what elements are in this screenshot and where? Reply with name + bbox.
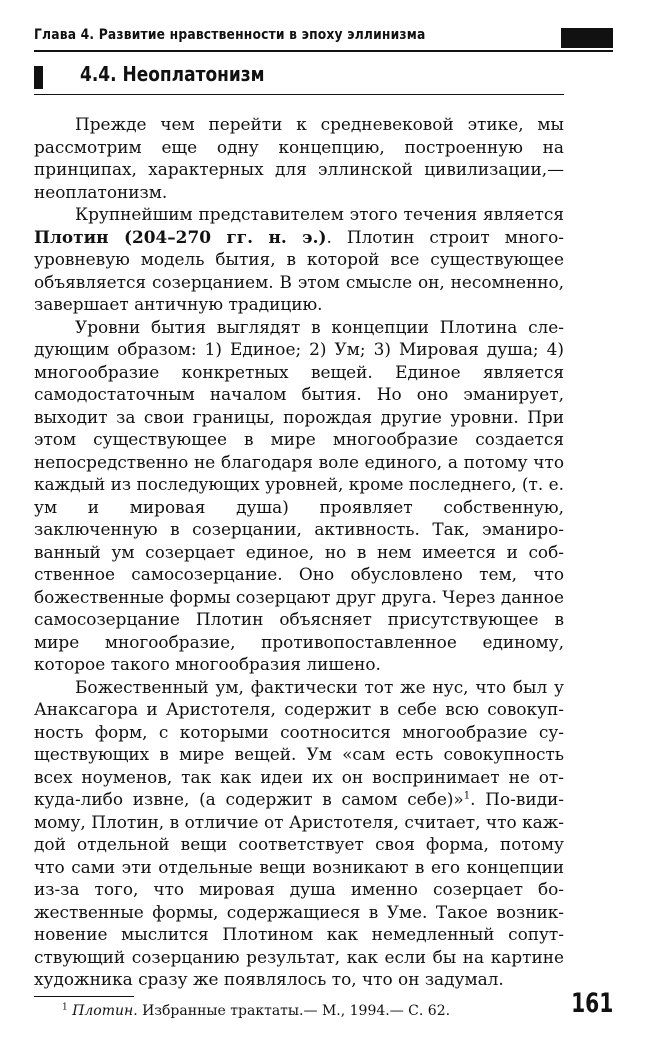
body-text bbox=[34, 113, 564, 991]
paragraph bbox=[34, 203, 564, 316]
paragraph-text: Прежде чем перейти к средневековой этике, мы рассмотрим еще одну концепцию, построенную на принципах, характерных для эллинской цивилизации,— неоплатонизм. bbox=[34, 114, 564, 202]
footnote bbox=[62, 1003, 450, 1019]
paragraph bbox=[34, 676, 564, 991]
section-title: 4.4. Неоплатонизм bbox=[80, 62, 265, 86]
paragraph bbox=[34, 113, 564, 203]
footnote-text: Избранные трактаты.— М., 1994.— С. 62. bbox=[137, 1003, 451, 1019]
paragraph bbox=[34, 316, 564, 676]
bold-text: Плотин (204–270 гг. н. э.) bbox=[34, 226, 327, 247]
paragraph-text: Уровни бытия выглядят в концепции Плотина следующим образом: 1) Единое; 2) Ум; 3) Мировая душа; 4) многообразие конкретных вещей. Единое является самодостаточным началом бытия. Но оно эманирует, выходит за свои границы, порождая другие уровни. При этом существующее в мире многообразие создается непосредственно не благодаря воле единого, а потому что каждый из последующих уровней, кроме последнего, (т. е. ум и мировая душа) проявляет собственную, заключенную в созерцании, активность. Так, эманированный ум созерцает единое, но в нем имеется и собственное самосозерцание. Оно обусловлено тем, что божественные формы созерцают друг друга. Через данное самосозерцание Плотин объясняет присутствующее в мире многообразие, противопоставленное единому, которое такого многообразия лишено. bbox=[34, 316, 564, 674]
section-heading bbox=[34, 62, 564, 95]
footnote-reference: 1 bbox=[463, 790, 471, 802]
running-head-bar bbox=[561, 28, 613, 48]
paragraph-text: . По-видимому, Плотин, в отличие от Аристотеля, считает, что каждой отдельной вещи соответствует своя форма, потому что сами эти отдельные вещи возникают в его концепции из-за того, что мировая душа именно созерцает божественные формы, содержащиеся в Уме. Такое возникновение мыслится Плотином как немедленный сопутствующий созерцанию результат, как если бы на картине художника сразу же появлялось то, что он задумал. bbox=[34, 789, 564, 989]
running-head-title: Глава 4. Развитие нравственности в эпоху эллинизма bbox=[34, 27, 426, 43]
section-square-marker bbox=[34, 66, 43, 89]
paragraph-text: Божественный ум, фактически тот же нус, что был у Анаксагора и Аристотеля, содержит в себе всю совокупность форм, с которыми соотносится многообразие существующих в мире вещей. Ум «сам есть совокупность всех ноуменов, так как идеи их он воспринимает не откуда-либо извне, (а содержит в самом себе)» bbox=[34, 676, 564, 809]
page-number: 161 bbox=[570, 988, 613, 1019]
paragraph-text: Крупнейшим представителем этого течения является bbox=[75, 204, 564, 224]
footnote-rule bbox=[34, 996, 134, 997]
footnote-author: Плотин. bbox=[72, 1003, 138, 1019]
footnote-marker: 1 bbox=[62, 1002, 68, 1013]
paragraph-text: . Плотин строит многоуровневую модель бытия, в которой все существующее объявляется созерцанием. В этом смысле он, несомненно, завершает античную традицию. bbox=[34, 226, 565, 314]
running-head bbox=[34, 26, 613, 52]
